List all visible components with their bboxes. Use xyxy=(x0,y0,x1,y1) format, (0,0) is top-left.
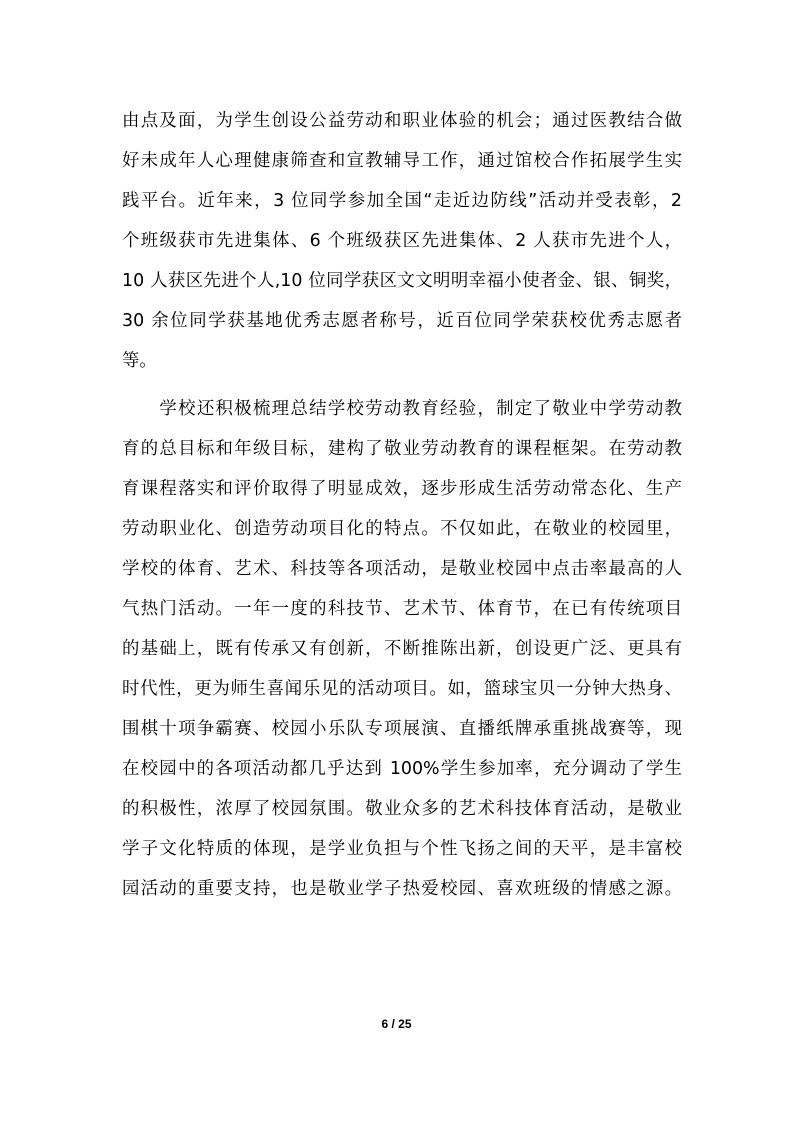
text-line: 育的总目标和年级目标，建构了敬业劳动教育的课程框架。在劳动教 xyxy=(122,439,682,459)
text-line: 30 余位同学获基地优秀志愿者称号，近百位同学荣获校优秀志愿者 xyxy=(122,311,682,331)
text-line: 的基础上，既有传承又有创新，不断推陈出新，创设更广泛、更具有 xyxy=(122,639,682,659)
text-line: 由点及面，为学生创设公益劳动和职业体验的机会；通过医教结合做 xyxy=(122,111,682,131)
text-line: 等。 xyxy=(122,351,157,371)
text-line: 劳动职业化、创造劳动项目化的特点。不仅如此，在敬业的校园里， xyxy=(122,519,682,539)
text-line: 时代性，更为师生喜闻乐见的活动项目。如，篮球宝贝一分钟大热身、 xyxy=(122,679,682,699)
text-line: 学校的体育、艺术、科技等各项活动，是敬业校园中点击率最高的人 xyxy=(122,559,682,579)
text-line: 在校园中的各项活动都几乎达到 100%学生参加率，充分调动了学生 xyxy=(122,759,682,779)
text-line: 育课程落实和评价取得了明显成效，逐步形成生活劳动常态化、生产 xyxy=(122,479,682,499)
text-line: 园活动的重要支持，也是敬业学子热爱校园、喜欢班级的情感之源。 xyxy=(122,879,682,899)
page-number: 6 / 25 xyxy=(381,1017,412,1031)
text-line: 的积极性，浓厚了校园氛围。敬业众多的艺术科技体育活动，是敬业 xyxy=(122,799,682,819)
text-line: 好未成年人心理健康筛查和宣教辅导工作，通过馆校合作拓展学生实 xyxy=(122,151,682,171)
text-line: 学校还积极梳理总结学校劳动教育经验，制定了敬业中学劳动教 xyxy=(122,399,682,419)
text-line: 践平台。近年来，3 位同学参加全国“走近边防线”活动并受表彰，2 xyxy=(122,191,682,211)
text-line: 气热门活动。一年一度的科技节、艺术节、体育节，在已有传统项目 xyxy=(122,599,682,619)
text-line: 学子文化特质的体现，是学业负担与个性飞扬之间的天平，是丰富校 xyxy=(122,839,682,859)
text-line: 围棋十项争霸赛、校园小乐队专项展演、直播纸牌承重挑战赛等，现 xyxy=(122,719,682,739)
text-line: 10 人获区先进个人,10 位同学获区文文明明幸福小使者金、银、铜奖， xyxy=(122,271,682,291)
text-line: 个班级获市先进集体、6 个班级获区先进集体、2 人获市先进个人， xyxy=(122,231,682,251)
